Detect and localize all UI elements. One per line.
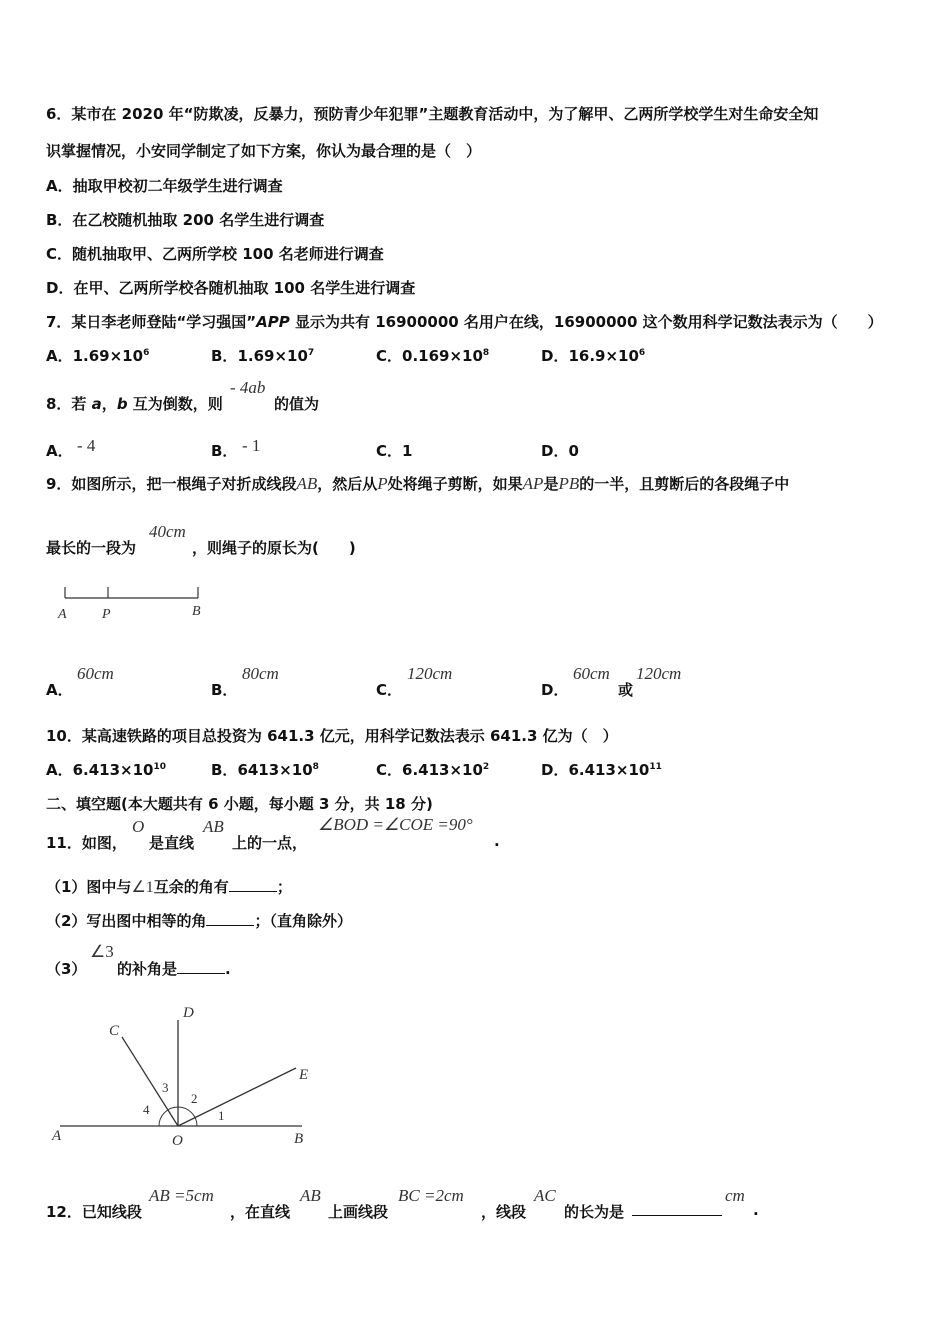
q11-sub3-label: （3） [46, 960, 87, 978]
q9-stem-length: 40cm [149, 522, 186, 541]
q8-expression: - 4ab [230, 378, 266, 397]
ray-oc [122, 1037, 178, 1126]
label-o: O [172, 1133, 183, 1149]
q8-option-b-label: B． [211, 442, 238, 460]
q12-stem-b: ，在直线 [230, 1203, 291, 1221]
label-c: C [109, 1023, 120, 1039]
q9-option-d-or: 或 [618, 681, 634, 699]
label-angle-2: 2 [191, 1091, 198, 1106]
q12-stem-e: 的长为是 [564, 1203, 625, 1221]
q9-option-a-value: 60cm [77, 664, 114, 683]
q9-stem-line1: 9．如图所示，把一根绳子对折成线段AB，然后从P处将绳子剪断，如果AP是PB的一半，且剪断后的各段绳子中 [46, 474, 790, 493]
q8-stem: 8．若 a，b 互为倒数，则 [46, 395, 223, 413]
q9-option-d-value2: 120cm [636, 664, 682, 683]
q9-option-d-value: 60cm [573, 664, 610, 683]
q12-stem-c: 上画线段 [328, 1203, 389, 1221]
q8-stem-end: 的值为 [274, 395, 320, 413]
q12-dot: . [753, 1201, 759, 1219]
q6-option-d: D．在甲、乙两所学校各随机抽取 100 名学生进行调查 [46, 279, 416, 297]
q7-option-c: C．$0.169\times 10^8$ [376, 347, 490, 365]
q9-stem-line2b: ，则绳子的原长为( ) [192, 539, 356, 557]
q7-stem: 7．某日李老师登陆“学习强国”APP 显示为共有 16900000 名用户在线，16900000 这个数用科学记数法表示为（ ） [46, 313, 883, 331]
q6-option-a: A．抽取甲校初二年级学生进行调查 [46, 177, 283, 195]
label-e: E [299, 1067, 309, 1083]
q11-angle-equation: ∠BOD =∠COE =90° [318, 815, 473, 834]
q10-option-c: C．$6.413\times 10^2$ [376, 761, 490, 779]
q12-stem-d: ，线段 [481, 1203, 527, 1221]
q11-stem-b: 是直线 [149, 834, 195, 852]
label-a: A [52, 1128, 62, 1144]
q8-option-a-value: - 4 [77, 436, 96, 455]
q8-option-b-value: - 1 [242, 436, 261, 455]
q11-stem-c: 上的一点， [232, 834, 308, 852]
q12-line-ab: AB [300, 1186, 321, 1205]
q12-ab-length: AB =5cm [149, 1186, 214, 1205]
label-angle-4: 4 [143, 1102, 150, 1117]
q12-bc-length: BC =2cm [398, 1186, 464, 1205]
q8-option-d: D．0 [541, 442, 579, 460]
label-angle-1: 1 [218, 1108, 225, 1123]
q7-option-a: A．$1.69\times 10^6$ [46, 347, 150, 365]
label-a: A [58, 607, 67, 622]
label-b: B [192, 604, 201, 619]
q9-option-b-label: B． [211, 681, 238, 699]
q10-option-d: D．$6.413\times 10^{11}$ [541, 761, 662, 779]
q11-line-ab: AB [203, 817, 224, 836]
q11-sub2: （2）写出图中相等的角 ；（直角除外） [46, 912, 352, 930]
q9-option-a-label: A． [46, 681, 73, 699]
q7-option-d: D．$16.9\times 10^6$ [541, 347, 646, 365]
q9-option-c-value: 120cm [407, 664, 453, 683]
q9-option-d-label: D． [541, 681, 569, 699]
q10-option-b: B．$6413\times 10^8$ [211, 761, 319, 779]
label-angle-3: 3 [162, 1080, 169, 1095]
q12-unit: cm [725, 1186, 745, 1205]
q11-sub2-blank[interactable] [206, 911, 254, 926]
q11-angle-figure [40, 995, 330, 1155]
section-2-heading: 二、填空题(本大题共有 6 小题，每小题 3 分，共 18 分) [46, 795, 433, 813]
q12-segment-ac: AC [534, 1186, 556, 1205]
q12-answer-blank[interactable] [632, 1201, 722, 1216]
q8-option-a-label: A． [46, 442, 73, 460]
q11-sub3-blank[interactable] [177, 959, 225, 974]
q10-option-a: A．$6.413\times 10^{10}$ [46, 761, 167, 779]
q7-option-b: B．$1.69\times 10^7$ [211, 347, 315, 365]
q11-sub3-angle: ∠3 [90, 942, 114, 961]
q9-segment-figure [50, 580, 220, 625]
label-d: D [183, 1005, 194, 1021]
q11-point-o: O [132, 817, 145, 836]
q11-sub1-blank[interactable] [229, 877, 277, 892]
q6-option-b: B．在乙校随机抽取 200 名学生进行调查 [46, 211, 325, 229]
q11-stem-dot: . [494, 832, 500, 850]
q12-stem-a: 12．已知线段 [46, 1203, 142, 1221]
label-b: B [294, 1131, 304, 1147]
q9-stem-line2a: 最长的一段为 [46, 539, 137, 557]
q6-option-c: C．随机抽取甲、乙两所学校 100 名老师进行调查 [46, 245, 384, 263]
q6-line1: 6．某市在 2020 年“防欺凌，反暴力，预防青少年犯罪”主题教育活动中，为了解甲、乙两所学校学生对生命安全知 [46, 105, 819, 123]
q11-stem-a: 11．如图， [46, 834, 127, 852]
q6-line2: 识掌握情况，小安同学制定了如下方案，你认为最合理的是（ ） [46, 142, 482, 160]
q8-option-c: C．1 [376, 442, 413, 460]
q10-stem: 10．某高速铁路的项目总投资为 641.3 亿元，用科学记数法表示 641.3 亿为（ ） [46, 727, 618, 745]
q11-sub1: （1）图中与∠1互余的角有 ； [46, 878, 292, 896]
q9-option-b-value: 80cm [242, 664, 279, 683]
label-p: P [102, 607, 111, 622]
q11-sub3-text: 的补角是 . [117, 960, 231, 978]
q9-option-c-label: C． [376, 681, 403, 699]
